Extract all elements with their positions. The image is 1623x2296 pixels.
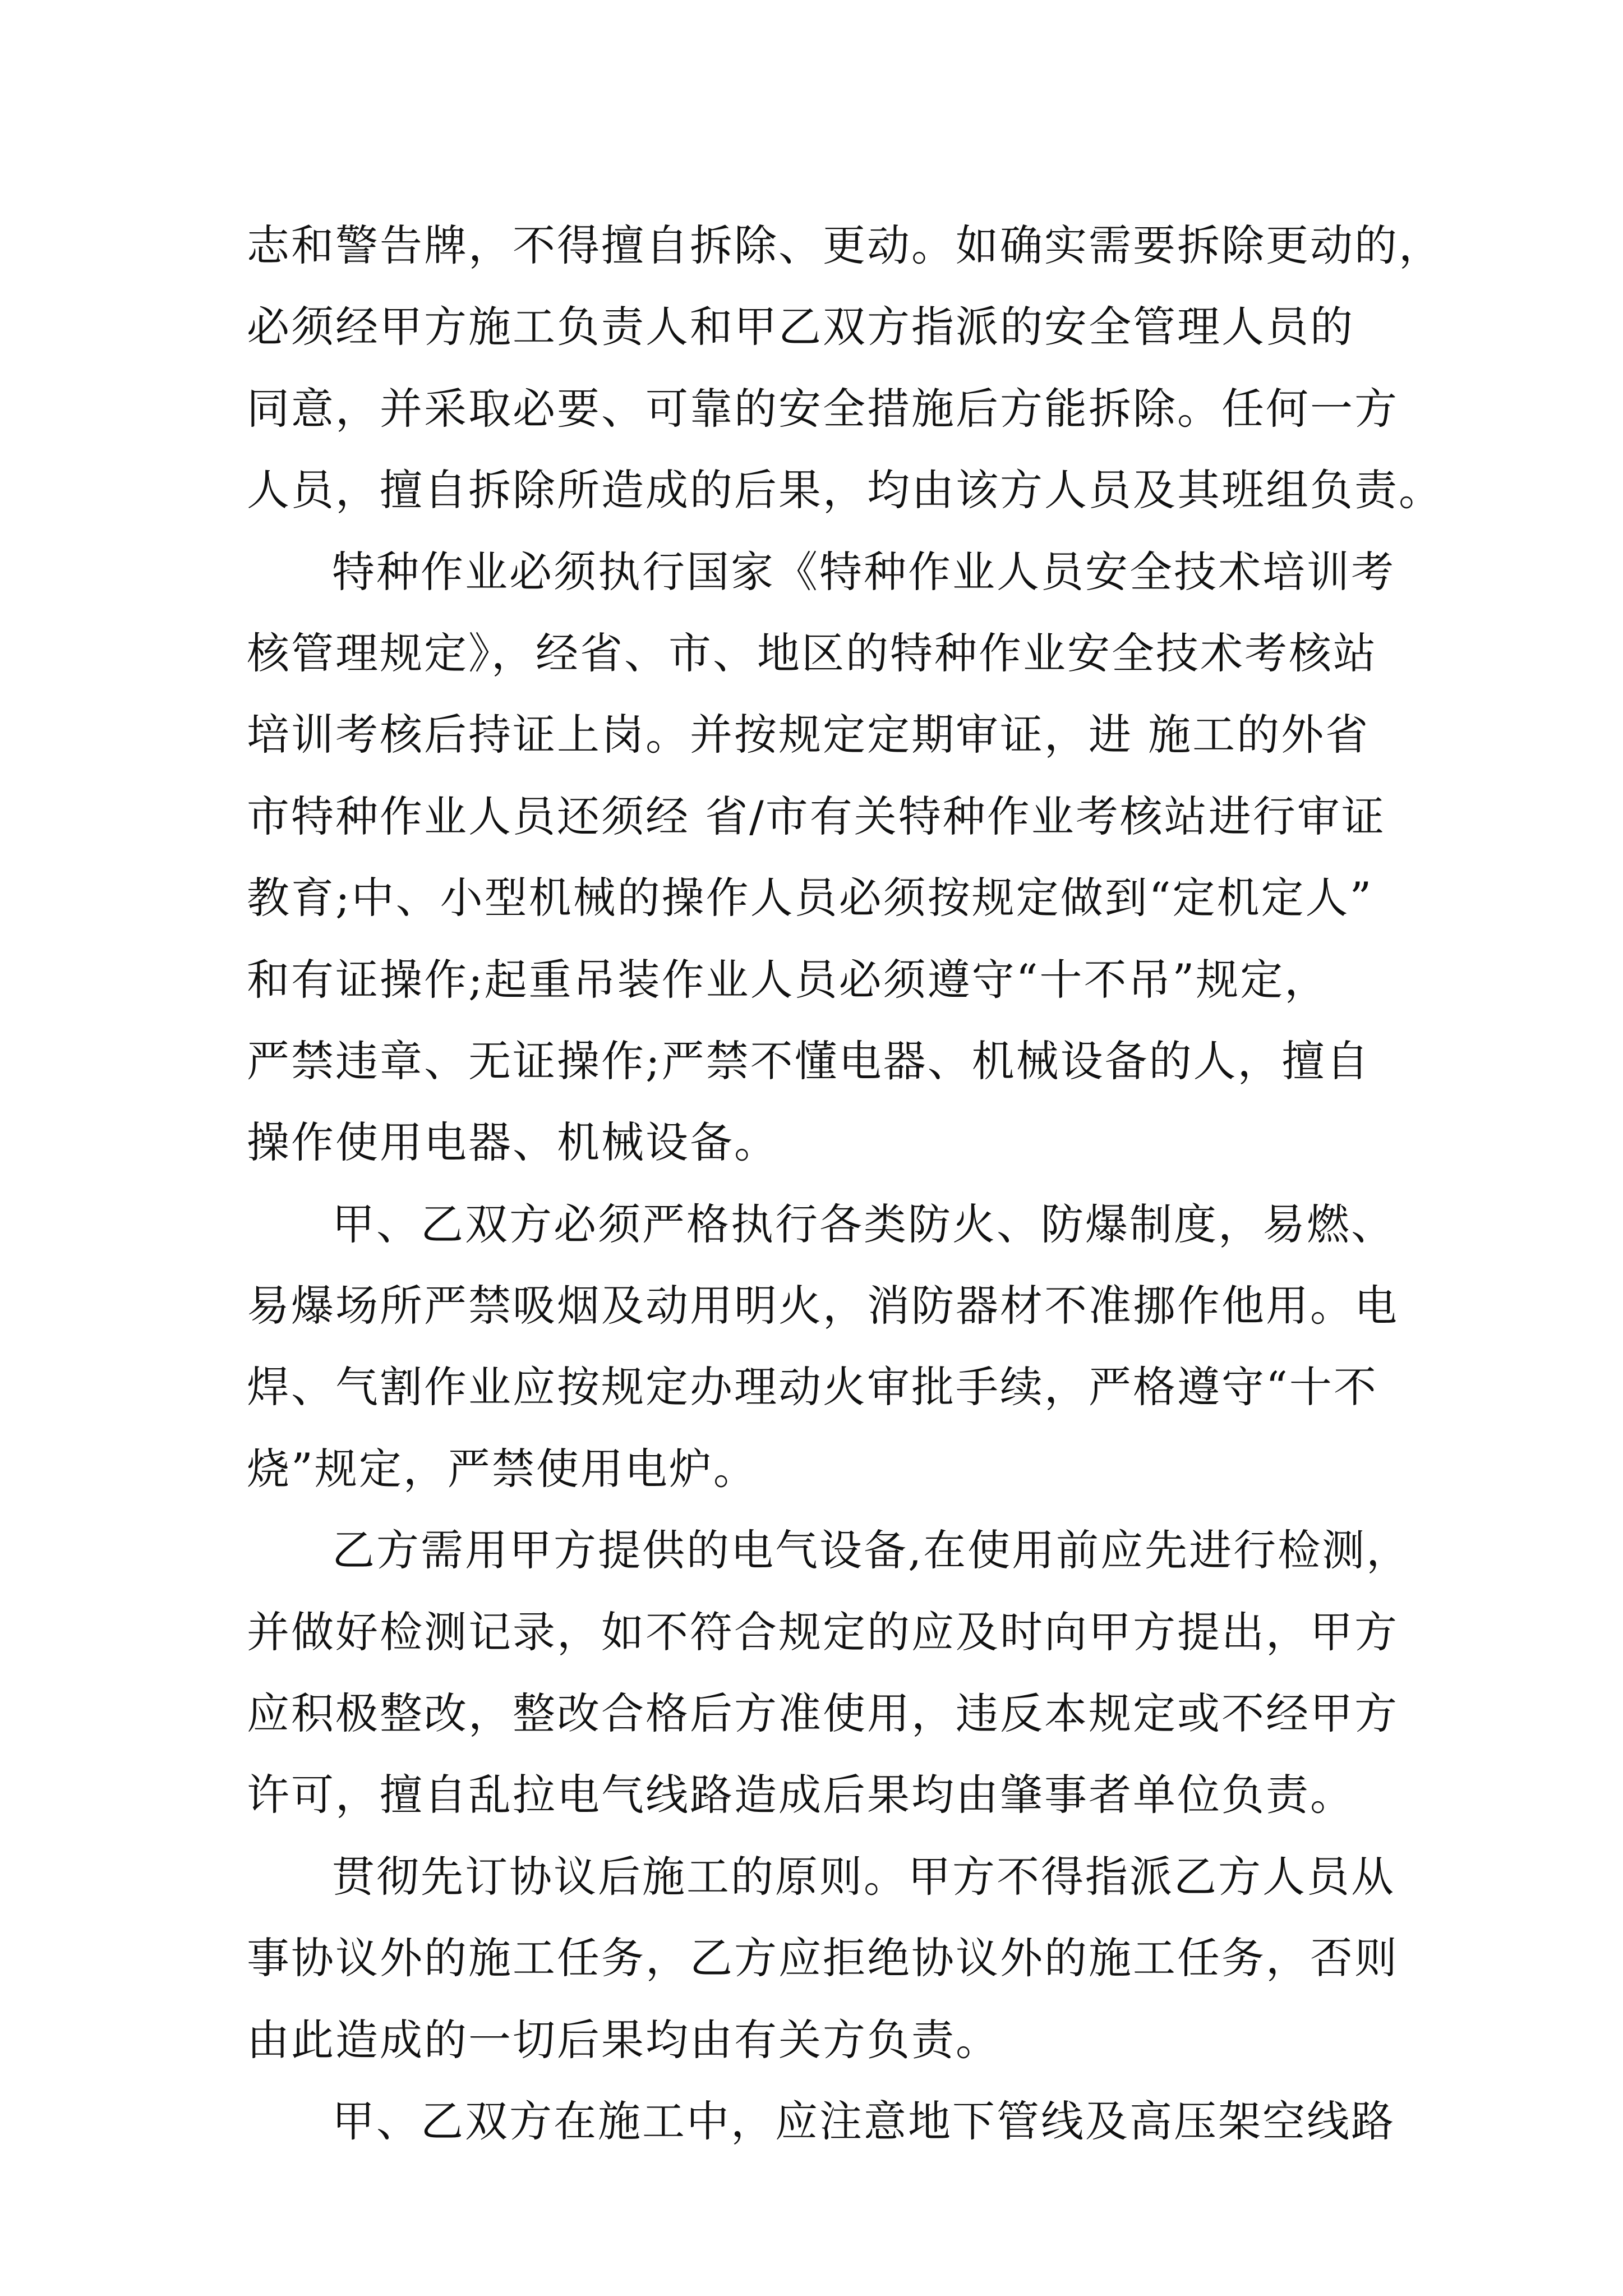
document-body xyxy=(247,205,1443,2162)
paragraph-first-line: 乙方需用甲方提供的电气设备,在使用前应先进行检测， xyxy=(332,1525,1411,1576)
text-line: 市特种作业人员还须经 省/市有关特种作业考核站进行审证 xyxy=(247,791,1386,841)
text-line: 培训考核后持证上岗。并按规定定期审证，进 施工的外省 xyxy=(247,710,1370,760)
text-line: 和有证操作;起重吊装作业人员必须遵守“十不吊”规定， xyxy=(247,954,1329,1005)
text-line: 人员，擅自拆除所造成的后果，均由该方人员及其班组负责。 xyxy=(247,465,1443,516)
text-line: 许可，擅自乱拉电气线路造成后果均由肇事者单位负责。 xyxy=(247,1770,1354,1820)
text-line: 烧”规定，严禁使用电炉。 xyxy=(247,1443,758,1494)
paragraph-first-line: 甲、乙双方必须严格执行各类防火、防爆制度，易燃、 xyxy=(332,1199,1395,1249)
text-line: 并做好检测记录，如不符合规定的应及时向甲方提出，甲方 xyxy=(247,1607,1399,1657)
text-line: 同意，并采取必要、可靠的安全措施后方能拆除。任何一方 xyxy=(247,383,1399,434)
text-line: 由此造成的一切后果均由有关方负责。 xyxy=(247,2014,1000,2065)
text-line: 志和警告牌，不得擅自拆除、更动。如确实需要拆除更动的， xyxy=(247,220,1443,270)
text-line: 严禁违章、无证操作;严禁不懂电器、机械设备的人，擅自 xyxy=(247,1036,1371,1086)
text-line: 必须经甲方施工负责人和甲乙双方指派的安全管理人员的 xyxy=(247,302,1354,352)
paragraph-first-line: 甲、乙双方在施工中，应注意地下管线及高压架空线路 xyxy=(332,2096,1395,2146)
text-line: 教育;中、小型机械的操作人员必须按规定做到“定机定人” xyxy=(247,873,1373,923)
text-line: 事协议外的施工任务，乙方应拒绝协议外的施工任务，否则 xyxy=(247,1933,1399,1984)
text-line: 操作使用电器、机械设备。 xyxy=(247,1117,778,1168)
text-line: 核管理规定》，经省、市、地区的特种作业安全技术考核站 xyxy=(247,628,1377,678)
text-line: 应积极整改，整改合格后方准使用，违反本规定或不经甲方 xyxy=(247,1688,1399,1739)
paragraph-first-line: 特种作业必须执行国家《特种作业人员安全技术培训考 xyxy=(332,546,1395,597)
text-line: 焊、气割作业应按规定办理动火审批手续，严格遵守“十不 xyxy=(247,1362,1378,1412)
text-line: 易爆场所严禁吸烟及动用明火，消防器材不准挪作他用。电 xyxy=(247,1281,1399,1331)
paragraph-first-line: 贯彻先订协议后施工的原则。甲方不得指派乙方人员从 xyxy=(332,1851,1395,1902)
